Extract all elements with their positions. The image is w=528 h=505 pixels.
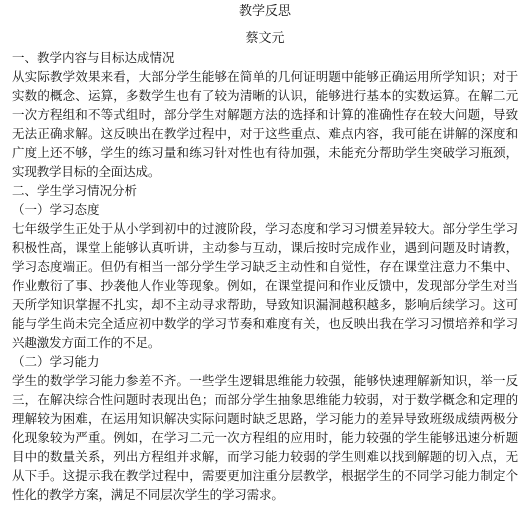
subsection-paragraph-attitude: 七年级学生正处于从小学到初中的过渡阶段，学习态度和学习习惯差异较大。部分学生学习积极性高，课堂上能够认真听讲，主动参与互动，课后按时完成作业，遇到问题及时请教，学习态度端正。但仍有相当一部分学生学习缺乏主动性和自觉性，存在课堂注意力不集中、作业敷衍了事、抄袭他人作业等现象。例如，在课堂提问和作业反馈中，发现部分学生对当天所学知识掌握不扎实，却不主动寻求帮助，导致知识漏洞越积越多，影响后续学习。这可能与学生尚未完全适应初中数学的学习节奏和难度有关，也反映出我在学习习惯培养和学习兴趣激发方面工作的不足。 <box>12 221 518 350</box>
subsection-paragraph-ability: 学生的数学学习能力参差不齐。一些学生逻辑思维能力较强，能够快速理解新知识，举一反三，在解决综合性问题时表现出色；而部分学生抽象思维能力较弱，对于数学概念和定理的理解较为困难，在运用知识解决实际问题时缺乏思路，学习能力的差异导致班级成绩两极分化现象较为严重。例如，在学习二元一次方程组的应用时，能力较强的学生能够迅速分析题目中的数量关系，列出方程组并求解，而学习能力较弱的学生则难以找到解题的切入点，无从下手。这提示我在教学过程中，需要更加注重分层教学，根据学生的不同学习能力制定个性化的教学方案，满足不同层次学生的学习需求。 <box>12 373 518 502</box>
subsection-heading-ability: （二）学习能力 <box>12 354 100 369</box>
document-title: 教学反思 <box>238 4 291 19</box>
section-heading-student-analysis: 二、学生学习情况分析 <box>12 183 138 198</box>
section-paragraph-goals: 从实际教学效果来看，大部分学生能够在简单的几何证明题中能够正确运用所学知识；对于实数的概念、运算，多数学生也有了较为清晰的认识，能够进行基本的实数运算。在解二元一次方程组和不等式组时，部分学生对解题方法的选择和计算的准确性存在较大问题，导致无法正确求解。这反映出在教学过程中，对于这些重点、难点内容，我可能在讲解的深度和广度上还不够，学生的练习量和练习针对性也有待加强，未能充分帮助学生突破学习瓶颈，实现教学目标的全面达成。 <box>12 69 518 179</box>
subsection-heading-attitude: （一）学习态度 <box>12 202 100 217</box>
author-name: 蔡文元 <box>245 31 285 46</box>
section-heading-goals: 一、教学内容与目标达成情况 <box>12 50 175 65</box>
